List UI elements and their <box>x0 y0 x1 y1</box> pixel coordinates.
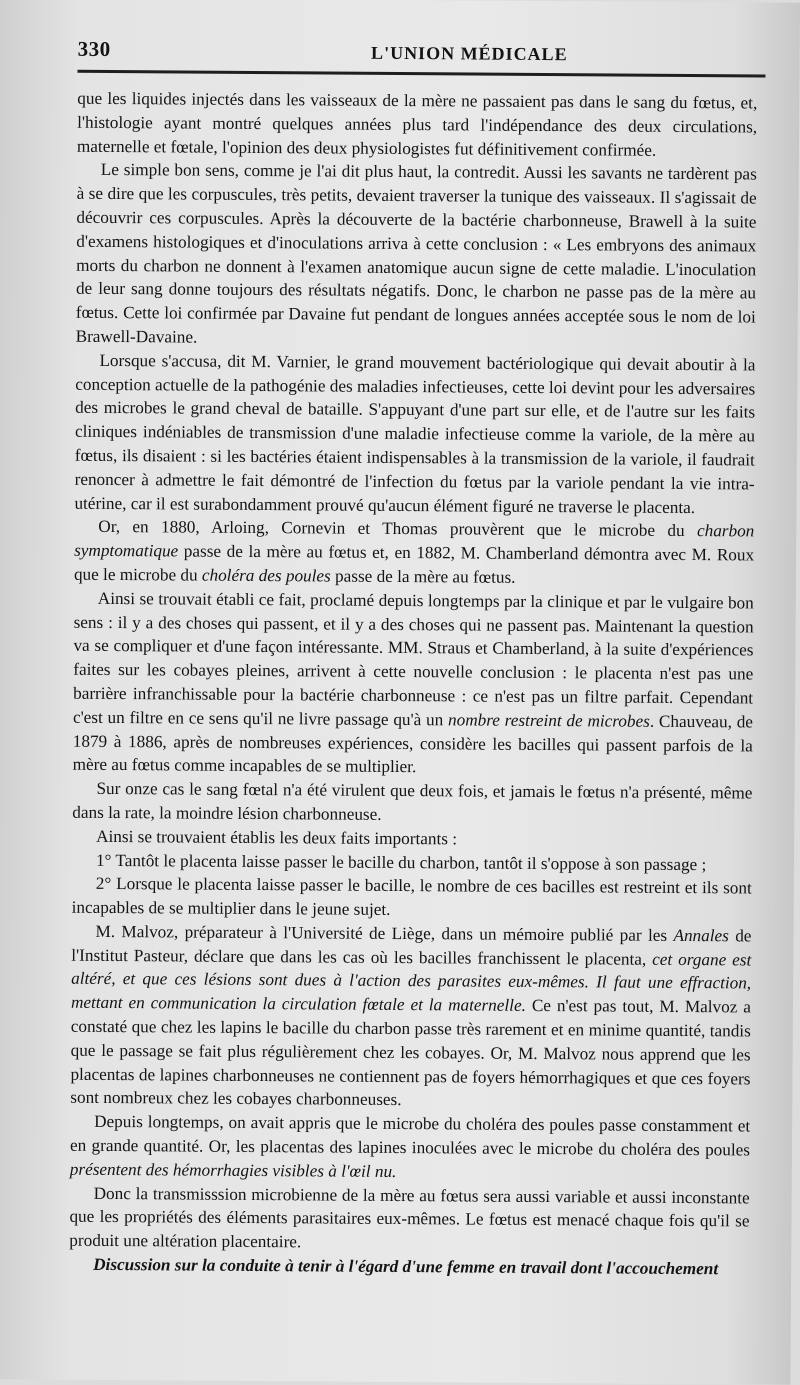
text-run: 2° Lorsque le placenta laisse passer le bacille, le nombre de ces bacilles est restreint et ils sont incapables de se multiplier dans le jeune sujet. <box>71 874 752 920</box>
paragraph <box>70 1110 750 1186</box>
paragraph <box>74 515 754 591</box>
text-run: que les liquides injectés dans les vaisseaux de la mère ne passaient pas dans le sang du fœtus, et, l'histologie ayant montré quelques années plus tard l'indépendance des deux circulations, maternelle et fœtale, l'opinion des deux physiologistes fut définitivement confirmée. <box>76 88 758 160</box>
paragraph <box>77 87 757 163</box>
paragraph <box>74 349 755 520</box>
section-heading-line: Discussion sur la conduite à tenir à l'égard d'une femme en travail dont l'accouchement <box>93 1254 719 1279</box>
text-run: passe de la mère au fœtus. <box>330 566 516 587</box>
header-rule <box>77 70 765 78</box>
text-run: Ainsi se trouvaient établis les deux faits importants : <box>96 826 458 849</box>
text-run: . Chauveau, de 1879 à 1886, après de nombreuses expériences, considère les bacilles qui passent parfois de la mère au fœtus comme incapables de se multiplier. <box>72 711 754 777</box>
paragraph <box>73 586 754 781</box>
article-body <box>69 87 757 1282</box>
paragraph <box>72 777 752 829</box>
paragraph <box>69 1181 749 1257</box>
italic-text: nombre restreint de microbes <box>447 710 650 731</box>
text-run: de l'Institut Pasteur, déclare que dans les cas où les bacilles franchissent le placenta, <box>71 926 752 969</box>
text-run: Ce n'est pas tout, M. Malvoz a constaté que chez les lapins le bacille du charbon passe très rarement et en minime quantité, tandis que le passage se fait plus régulièrement chez les cobayes. Or, M. Malvoz nous apprend que les placentas de lapines charbonneuses ne contiennent pas de foyers hémorrhagiques et que ces foyers sont nombreux chez les cobayes charbonneuses. <box>70 996 752 1110</box>
journal-title: L'UNION MÉDICALE <box>371 42 568 65</box>
text-run: M. Malvoz, préparateur à l'Université de Liège, dans un mémoire publié par les <box>95 921 674 945</box>
text-run: 1° Tantôt le placenta laisse passer le bacille du charbon, tantôt il s'oppose à son passage ; <box>95 850 707 874</box>
italic-text: Annales <box>673 925 729 946</box>
paragraph <box>70 920 751 1115</box>
text-run: Or, en 1880, Arloing, Cornevin et Thomas prouvèrent que le microbe du <box>98 517 698 541</box>
text-run: Le simple bon sens, comme je l'ai dit plus haut, la contredit. Aussi les savants ne tardèrent pas à se dire que les corpuscules, très petits, devaient traverser la tunique des vaisseaux. Il s'agissait de découvrir ces corpuscules. Après la découverte de la bactérie charbonneuse, Brawell à la suite d'examens histologiques et d'inoculations arriva à cette conclusion : « Les embryons des animaux morts du charbon ne donnent à l'examen anatomique aucun signe de cette maladie. L'inoculation de leur sang donne toujours des résultats négatifs. Donc, le charbon ne passe pas de la mère au fœtus. Cette loi confirmée par Davaine fut pendant de longues années acceptée sous le nom de loi Brawell-Davaine. <box>75 160 757 347</box>
italic-text: charbon symptomatique <box>74 521 755 561</box>
paragraph <box>72 872 752 924</box>
text-run: Ainsi se trouvait établi ce fait, proclamé depuis longtemps par la clinique et par le vulgaire bon sens : il y a des choses qui passent, et il y a des choses qui ne passent pas. Maintenant la question va se compliquer et d'une façon intéressante. MM. Straus et Chamberland, à la suite d'expériences faites sur les cobayes pleines, arrivent à cette nouvelle conclusion : le placenta n'est pas une barrière infranchissable pour la bactérie charbonneuse : ce n'est pas un filtre parfait. Cependant c'est un filtre en ce sens qu'il ne livre passage qu'à un <box>72 588 754 730</box>
page-number: 330 <box>77 36 111 61</box>
text-run: passe de la mère au fœtus et, en 1882, M. Chamberland démontra avec M. Roux que le microbe du <box>73 541 755 585</box>
italic-text: cet organe est altéré, et que ces lésions sont dues à l'action des parasites eux-mêmes. Il faut une effraction, mettant en communication la circulation fœtale et la maternelle. <box>70 949 752 1016</box>
text-run: Depuis longtemps, on avait appris que le microbe du choléra des poules passe constamment et en grande quantité. Or, les placentas des lapines inoculées avec le microbe du choléra des poules <box>69 1112 751 1160</box>
page-header <box>78 38 758 67</box>
italic-text: choléra des poules <box>201 565 331 586</box>
text-run: Donc la transmisssion microbienne de la mère au fœtus sera aussi variable et aussi inconstante que les propriétés des éléments parasitaires eux-mêmes. Le fœtus est menacé chaque fois qu'il se produit une altération placentaire. <box>69 1183 750 1252</box>
italic-text: présentent des hémorrhagies visibles à l'œil nu. <box>69 1159 397 1181</box>
text-run: Lorsque s'accusa, dit M. Varnier, le grand mouvement bactériologique qui devait aboutir à la conception actuelle de la pathogénie des maladies infectieuses, cette loi devint pour les adversaires des microbes le grand cheval de bataille. S'appuyant d'une part sur elle, et de l'autre sur les faits cliniques indéniables de transmission d'une maladie infectieuse comme la variole, de la mère au fœtus, ils disaient : si les bactéries étaient indispensables à la transmission de la variole, il faudrait renoncer à admettre le fait démontré de l'infection du fœtus par la variole pendant la vie intra-utérine, car il est surabondamment prouvé qu'aucun élément figuré ne traverse le placenta. <box>74 350 756 517</box>
text-run: Sur onze cas le sang fœtal n'a été virulent que deux fois, et jamais le fœtus n'a présenté, même dans la rate, la moindre lésion charbonneuse. <box>72 779 753 824</box>
paragraph <box>76 158 757 353</box>
